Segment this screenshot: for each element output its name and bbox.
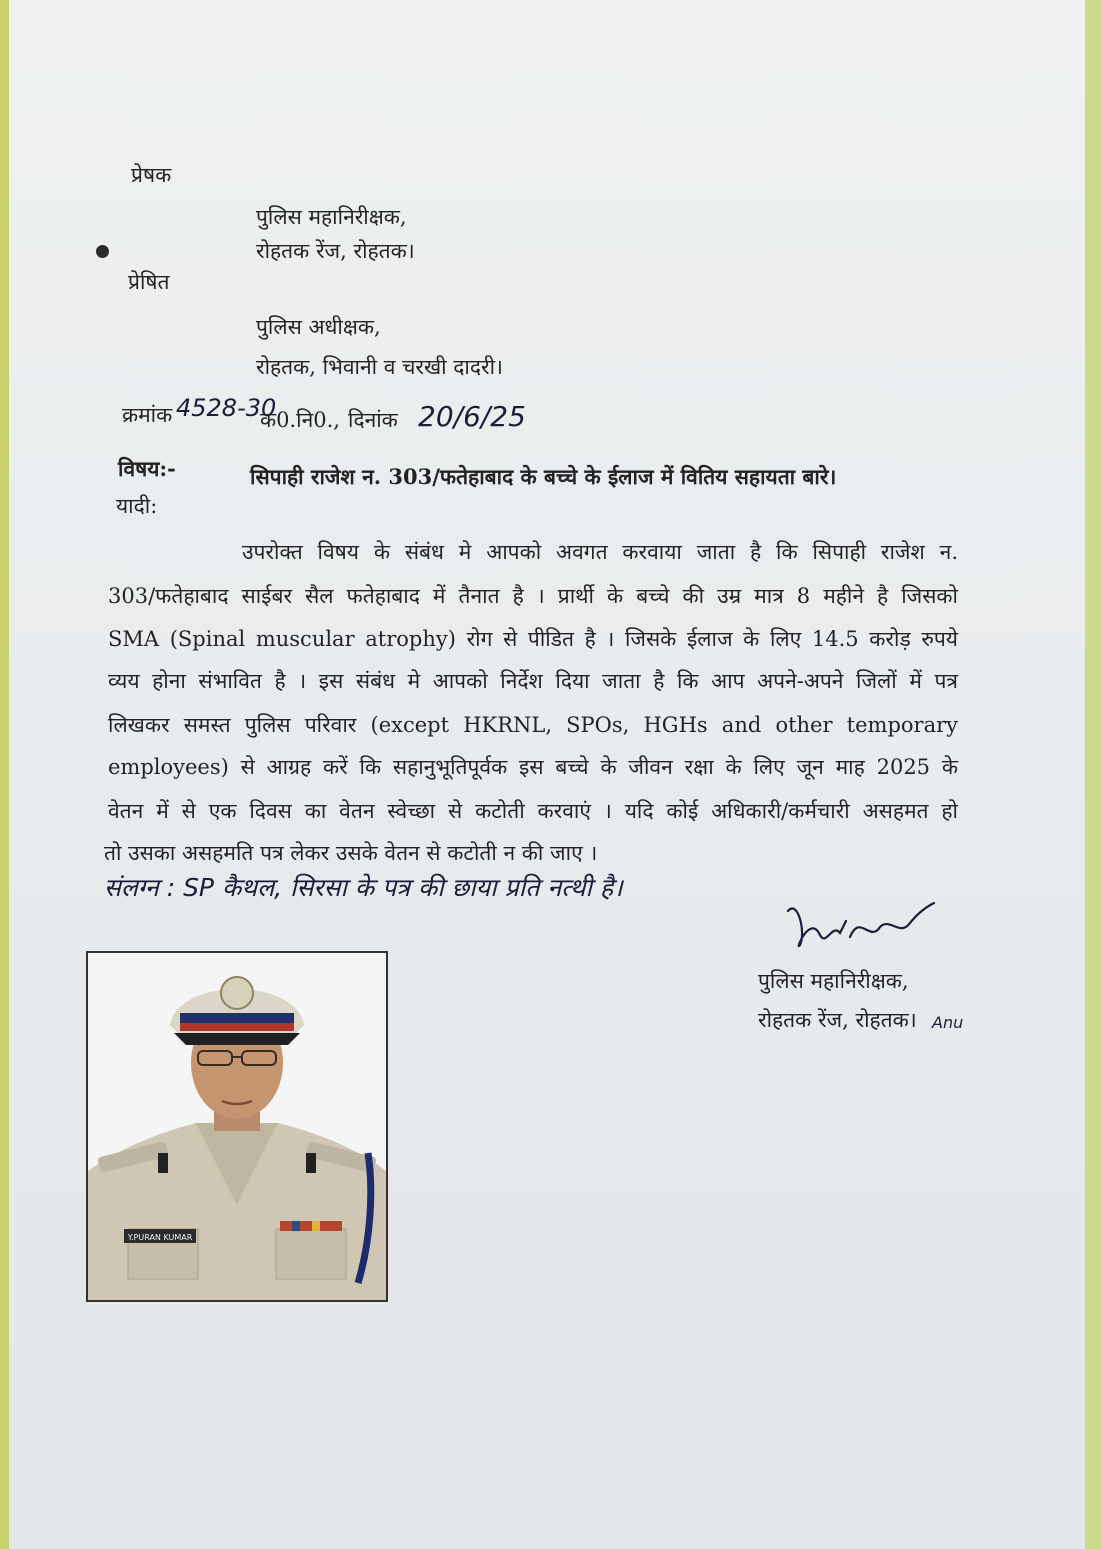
- body-line-7: वेतन में से एक दिवस का वेतन स्वेच्छा से कटोती करवाएं । यदि कोई अधिकारी/कर्मचारी असहमत हो: [108, 799, 958, 823]
- punch-hole-mark: [96, 245, 109, 258]
- ref-number-handwritten: 4528-30: [176, 394, 277, 422]
- signatory-office: रोहतक रेंज, रोहतक।: [758, 1008, 917, 1032]
- body-line-8: तो उसका असहमति पत्र लेकर उसके वेतन से कटोती न की जाए ।: [104, 841, 598, 865]
- subject-label: विषय:-: [118, 456, 176, 481]
- sender-office: रोहतक रेंज, रोहतक।: [256, 239, 415, 263]
- ref-suffix: क0.नि0.,: [260, 408, 340, 432]
- left-edge-strip: [0, 0, 9, 1549]
- subject-text: सिपाही राजेश न. 303/फतेहाबाद के बच्चे के ईलाज में वितिय सहायता बारे।: [250, 464, 837, 489]
- date-handwritten: 20/6/25: [418, 400, 526, 433]
- signatory-designation: पुलिस महानिरीक्षक,: [758, 969, 909, 993]
- sender-designation: पुलिस महानिरीक्षक,: [256, 205, 407, 229]
- body-line-5: लिखकर समस्त पुलिस परिवार (except HKRNL, SPOs, HGHs and other temporary: [108, 713, 958, 737]
- initials-handwritten: Anu: [932, 1013, 964, 1032]
- body-line-3: SMA (Spinal muscular atrophy) रोग से पीडित है । जिसके ईलाज के लिए 14.5 करोड़ रुपये: [108, 627, 958, 651]
- body-line-2: 303/फतेहाबाद साईबर सैल फतेहाबाद में तैनात है । प्रार्थी के बच्चे की उम्र मात्र 8 महीने है जिसको: [108, 584, 958, 608]
- yadi-label: यादी:: [116, 494, 158, 518]
- date-label: दिनांक: [348, 408, 398, 432]
- name-tag: Y.PURAN KUMAR: [127, 1233, 193, 1242]
- sender-label: प्रेषक: [131, 163, 172, 187]
- officer-portrait: [88, 953, 386, 1300]
- recipient-designation: पुलिस अधीक्षक,: [256, 315, 381, 339]
- recipient-label: प्रेषित: [128, 270, 170, 294]
- body-line-1: उपरोक्त विषय के संबंध मे आपको अवगत करवाया जाता है कि सिपाही राजेश न.: [242, 540, 958, 564]
- recipient-office: रोहतक, भिवानी व चरखी दादरी।: [256, 355, 504, 379]
- right-edge-strip: [1085, 0, 1101, 1549]
- body-line-6: employees) से आग्रह करें कि सहानुभूतिपूर्वक इस बच्चे के जीवन रक्षा के लिए जून माह 2025 के: [108, 755, 958, 779]
- officer-photo: [86, 951, 388, 1302]
- ref-prefix: क्रमांक: [122, 403, 173, 427]
- body-line-4: व्यय होना संभावित है । इस संबंध मे आपको निर्देश दिया जाता है कि आप अपने-अपने जिलों में पत्र: [108, 669, 958, 693]
- signature: [780, 893, 940, 963]
- enclosure-handwritten: संलग्न : SP कैथल, सिरसा के पत्र की छाया प्रति नत्थी है।: [104, 873, 623, 902]
